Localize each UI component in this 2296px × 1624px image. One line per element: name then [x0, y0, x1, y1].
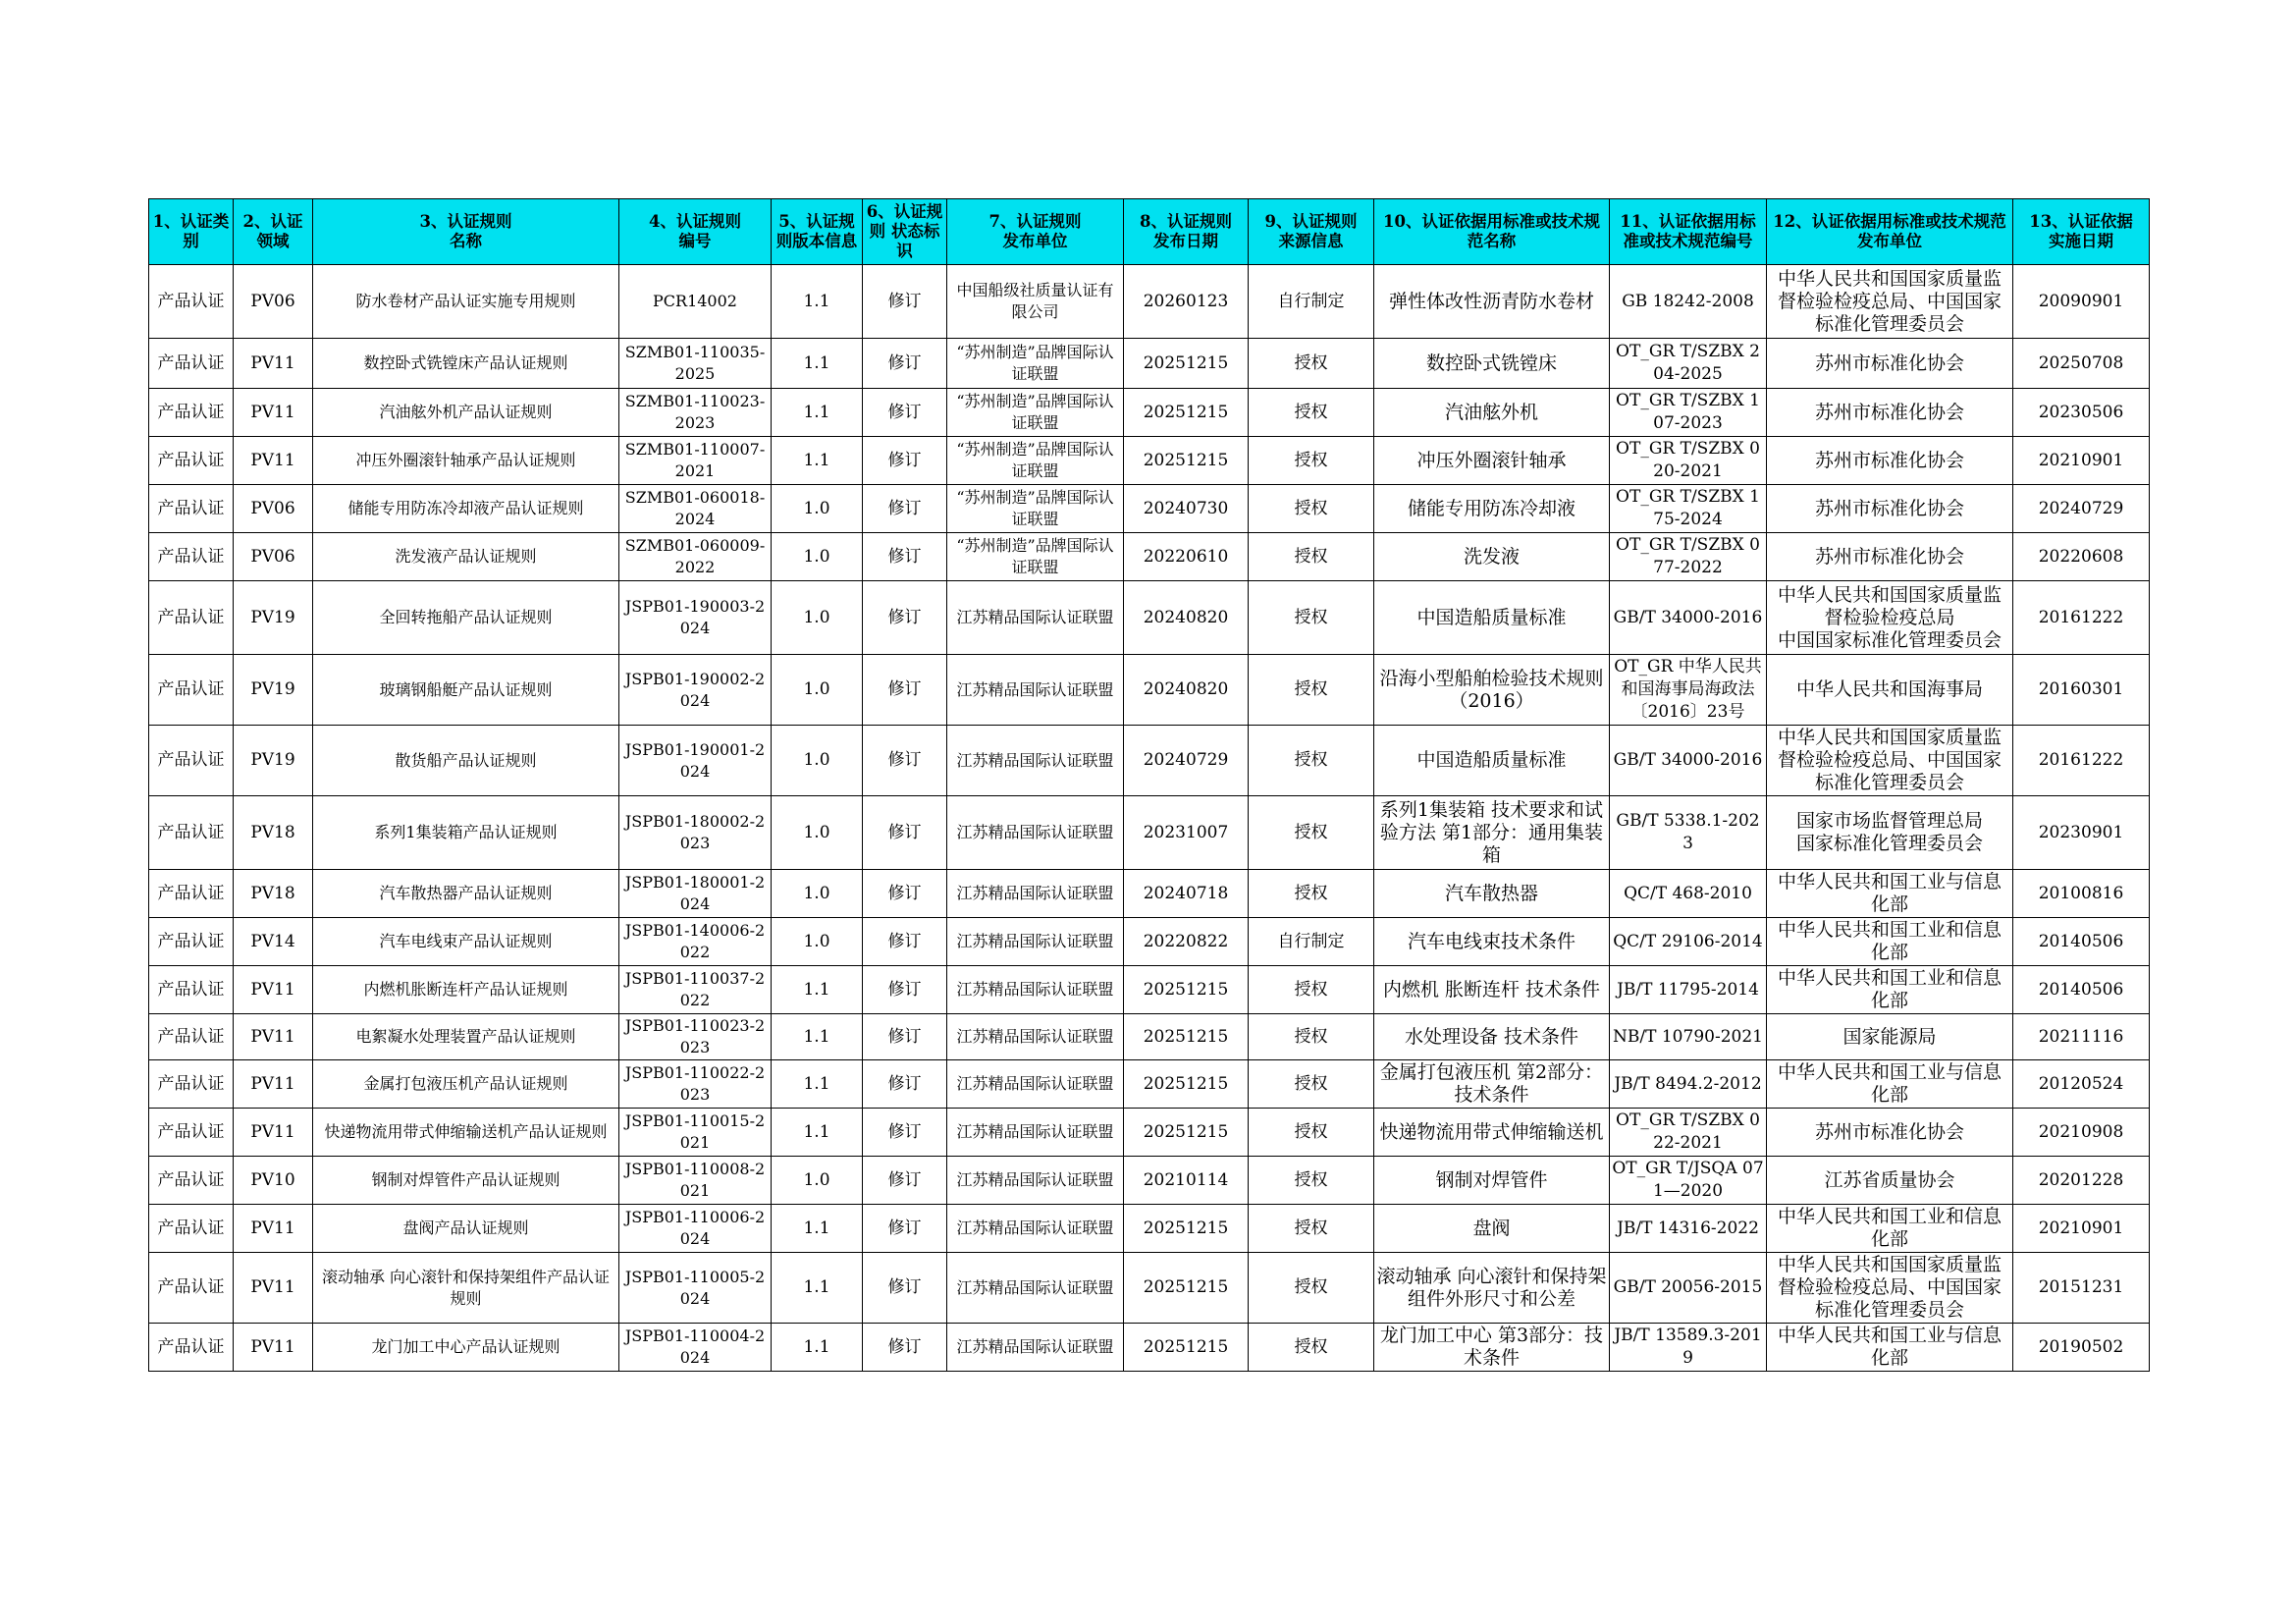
table-row	[149, 1205, 2150, 1253]
cell-standard-name: 汽车散热器	[1374, 870, 1610, 918]
cell-cert-field: PV11	[234, 1109, 313, 1157]
cell-rule-version: 1.1	[772, 437, 863, 485]
col-header-implementation-date: 13、认证依据 实施日期	[2013, 199, 2150, 265]
cell-standard-publisher: 中华人民共和国工业和信息化部	[1767, 966, 2013, 1014]
cell-rule-release-date: 20251215	[1124, 437, 1249, 485]
cell-implementation-date: 20151231	[2013, 1253, 2150, 1324]
col-header-standard-number: 11、认证依据用标准或技术规范编号	[1610, 199, 1767, 265]
cell-rule-publisher: 江苏精品国际认证联盟	[947, 918, 1124, 966]
cell-rule-publisher: “苏州制造”品牌国际认证联盟	[947, 437, 1124, 485]
cell-rule-status: 修订	[863, 389, 947, 437]
cell-rule-version: 1.0	[772, 655, 863, 726]
cell-cert-category: 产品认证	[149, 1253, 234, 1324]
cell-rule-name: 龙门加工中心产品认证规则	[313, 1324, 619, 1372]
cell-rule-status: 修订	[863, 265, 947, 339]
cell-cert-field: PV11	[234, 1253, 313, 1324]
cell-rule-release-date: 20240730	[1124, 485, 1249, 533]
cell-rule-number: JSPB01-110008-2021	[619, 1157, 772, 1205]
cell-rule-name: 玻璃钢船艇产品认证规则	[313, 655, 619, 726]
cell-standard-number: OT_GR T/SZBX 022-2021	[1610, 1109, 1767, 1157]
cell-rule-version: 1.1	[772, 1324, 863, 1372]
cell-standard-publisher: 中华人民共和国国家质量监督检验检疫总局 中国国家标准化管理委员会	[1767, 581, 2013, 655]
cell-standard-number: OT_GR T/SZBX 204-2025	[1610, 339, 1767, 389]
cell-cert-field: PV11	[234, 1014, 313, 1060]
cell-rule-version: 1.0	[772, 870, 863, 918]
cell-standard-name: 中国造船质量标准	[1374, 726, 1610, 796]
table-row	[149, 1324, 2150, 1372]
cell-standard-publisher: 中华人民共和国工业和信息化部	[1767, 918, 2013, 966]
cell-standard-number: GB 18242-2008	[1610, 265, 1767, 339]
cell-rule-version: 1.1	[772, 265, 863, 339]
cell-rule-status: 修订	[863, 485, 947, 533]
cell-standard-number: GB/T 5338.1-2023	[1610, 796, 1767, 870]
cell-rule-status: 修订	[863, 918, 947, 966]
cell-rule-number: SZMB01-110023-2023	[619, 389, 772, 437]
cell-rule-source: 授权	[1249, 796, 1374, 870]
col-header-cert-category: 1、认证类别	[149, 199, 234, 265]
cell-rule-release-date: 20251215	[1124, 1060, 1249, 1109]
cell-rule-version: 1.0	[772, 533, 863, 581]
table-row	[149, 533, 2150, 581]
cell-standard-number: OT_GR 中华人民共和国海事局海政法〔2016〕23号	[1610, 655, 1767, 726]
cell-cert-category: 产品认证	[149, 265, 234, 339]
cell-standard-name: 金属打包液压机 第2部分：技术条件	[1374, 1060, 1610, 1109]
cell-rule-source: 授权	[1249, 1157, 1374, 1205]
cell-rule-name: 冲压外圈滚针轴承产品认证规则	[313, 437, 619, 485]
cell-implementation-date: 20140506	[2013, 918, 2150, 966]
cell-rule-version: 1.0	[772, 726, 863, 796]
cell-standard-publisher: 苏州市标准化协会	[1767, 485, 2013, 533]
cell-rule-source: 授权	[1249, 1253, 1374, 1324]
cell-rule-version: 1.0	[772, 581, 863, 655]
cell-rule-status: 修订	[863, 533, 947, 581]
cell-rule-name: 金属打包液压机产品认证规则	[313, 1060, 619, 1109]
cell-rule-source: 授权	[1249, 1324, 1374, 1372]
cell-rule-publisher: 江苏精品国际认证联盟	[947, 726, 1124, 796]
cell-rule-name: 防水卷材产品认证实施专用规则	[313, 265, 619, 339]
cell-rule-publisher: “苏州制造”品牌国际认证联盟	[947, 485, 1124, 533]
cell-rule-name: 储能专用防冻冷却液产品认证规则	[313, 485, 619, 533]
cell-rule-publisher: 江苏精品国际认证联盟	[947, 1324, 1124, 1372]
cell-rule-version: 1.1	[772, 1253, 863, 1324]
cell-standard-number: OT_GR T/SZBX 020-2021	[1610, 437, 1767, 485]
cell-rule-number: JSPB01-190001-2024	[619, 726, 772, 796]
cell-rule-status: 修订	[863, 1253, 947, 1324]
cell-standard-publisher: 苏州市标准化协会	[1767, 1109, 2013, 1157]
col-header-rule-source: 9、认证规则 来源信息	[1249, 199, 1374, 265]
cell-rule-version: 1.1	[772, 1205, 863, 1253]
table-header	[149, 199, 2150, 265]
cell-cert-category: 产品认证	[149, 485, 234, 533]
cell-rule-source: 授权	[1249, 485, 1374, 533]
cell-rule-number: JSPB01-140006-2022	[619, 918, 772, 966]
table-row	[149, 265, 2150, 339]
cell-standard-publisher: 苏州市标准化协会	[1767, 389, 2013, 437]
cell-standard-number: OT_GR T/SZBX 107-2023	[1610, 389, 1767, 437]
cell-rule-source: 授权	[1249, 581, 1374, 655]
cell-rule-version: 1.1	[772, 1109, 863, 1157]
cell-rule-name: 汽油舷外机产品认证规则	[313, 389, 619, 437]
cell-rule-status: 修订	[863, 581, 947, 655]
cell-standard-publisher: 中华人民共和国国家质量监督检验检疫总局、中国国家标准化管理委员会	[1767, 1253, 2013, 1324]
table-row	[149, 1060, 2150, 1109]
cell-standard-number: NB/T 10790-2021	[1610, 1014, 1767, 1060]
cell-standard-publisher: 苏州市标准化协会	[1767, 339, 2013, 389]
cell-rule-source: 自行制定	[1249, 918, 1374, 966]
cell-implementation-date: 20211116	[2013, 1014, 2150, 1060]
cell-cert-field: PV11	[234, 339, 313, 389]
cell-standard-name: 快递物流用带式伸缩输送机	[1374, 1109, 1610, 1157]
cell-rule-status: 修订	[863, 1109, 947, 1157]
cell-rule-name: 快递物流用带式伸缩输送机产品认证规则	[313, 1109, 619, 1157]
cell-cert-field: PV11	[234, 1205, 313, 1253]
cell-standard-publisher: 中华人民共和国国家质量监督检验检疫总局、中国国家标准化管理委员会	[1767, 265, 2013, 339]
cell-rule-number: SZMB01-110035-2025	[619, 339, 772, 389]
cell-rule-source: 授权	[1249, 1014, 1374, 1060]
cell-cert-field: PV06	[234, 485, 313, 533]
cell-rule-status: 修订	[863, 1060, 947, 1109]
table-row	[149, 726, 2150, 796]
cell-rule-name: 电絮凝水处理装置产品认证规则	[313, 1014, 619, 1060]
cell-cert-field: PV10	[234, 1157, 313, 1205]
cell-rule-release-date: 20251215	[1124, 339, 1249, 389]
cell-cert-category: 产品认证	[149, 796, 234, 870]
table-row	[149, 918, 2150, 966]
cell-rule-release-date: 20240718	[1124, 870, 1249, 918]
certification-rules-table	[148, 198, 2150, 1372]
cell-rule-release-date: 20260123	[1124, 265, 1249, 339]
cell-rule-release-date: 20251215	[1124, 1014, 1249, 1060]
cell-standard-publisher: 苏州市标准化协会	[1767, 437, 2013, 485]
cell-implementation-date: 20140506	[2013, 966, 2150, 1014]
table-row	[149, 389, 2150, 437]
cell-rule-status: 修订	[863, 1014, 947, 1060]
cell-implementation-date: 20090901	[2013, 265, 2150, 339]
cell-rule-number: SZMB01-060009-2022	[619, 533, 772, 581]
cell-standard-name: 系列1集装箱 技术要求和试验方法 第1部分：通用集装箱	[1374, 796, 1610, 870]
cell-standard-name: 滚动轴承 向心滚针和保持架组件外形尺寸和公差	[1374, 1253, 1610, 1324]
cell-cert-field: PV11	[234, 966, 313, 1014]
cell-standard-name: 沿海小型船舶检验技术规则（2016）	[1374, 655, 1610, 726]
cell-standard-name: 龙门加工中心 第3部分：技术条件	[1374, 1324, 1610, 1372]
cell-cert-category: 产品认证	[149, 966, 234, 1014]
cell-rule-version: 1.1	[772, 966, 863, 1014]
cell-rule-number: JSPB01-180002-2023	[619, 796, 772, 870]
cell-rule-number: JSPB01-180001-2024	[619, 870, 772, 918]
col-header-standard-publisher: 12、认证依据用标准或技术规范发布单位	[1767, 199, 2013, 265]
col-header-rule-name: 3、认证规则 名称	[313, 199, 619, 265]
cell-rule-status: 修订	[863, 1157, 947, 1205]
cell-cert-field: PV18	[234, 796, 313, 870]
cell-rule-publisher: 江苏精品国际认证联盟	[947, 1014, 1124, 1060]
cell-rule-release-date: 20220610	[1124, 533, 1249, 581]
cell-implementation-date: 20210901	[2013, 1205, 2150, 1253]
cell-rule-release-date: 20240820	[1124, 655, 1249, 726]
cell-standard-name: 洗发液	[1374, 533, 1610, 581]
cell-standard-publisher: 国家市场监督管理总局 国家标准化管理委员会	[1767, 796, 2013, 870]
cell-standard-name: 汽油舷外机	[1374, 389, 1610, 437]
cell-rule-source: 授权	[1249, 726, 1374, 796]
cell-standard-number: OT_GR T/SZBX 077-2022	[1610, 533, 1767, 581]
cell-rule-version: 1.0	[772, 1157, 863, 1205]
table-row	[149, 796, 2150, 870]
cell-rule-publisher: 江苏精品国际认证联盟	[947, 796, 1124, 870]
cell-rule-source: 授权	[1249, 966, 1374, 1014]
cell-rule-publisher: 江苏精品国际认证联盟	[947, 966, 1124, 1014]
cell-rule-status: 修订	[863, 437, 947, 485]
cell-rule-release-date: 20240729	[1124, 726, 1249, 796]
cell-rule-name: 汽车散热器产品认证规则	[313, 870, 619, 918]
cell-standard-publisher: 苏州市标准化协会	[1767, 533, 2013, 581]
cell-cert-field: PV18	[234, 870, 313, 918]
cell-rule-release-date: 20251215	[1124, 966, 1249, 1014]
table-row	[149, 485, 2150, 533]
table-row	[149, 655, 2150, 726]
cell-rule-number: JSPB01-110037-2022	[619, 966, 772, 1014]
cell-standard-name: 水处理设备 技术条件	[1374, 1014, 1610, 1060]
cell-standard-publisher: 中华人民共和国工业与信息化部	[1767, 1060, 2013, 1109]
cell-rule-name: 盘阀产品认证规则	[313, 1205, 619, 1253]
cell-rule-source: 授权	[1249, 870, 1374, 918]
cell-rule-publisher: “苏州制造”品牌国际认证联盟	[947, 339, 1124, 389]
table-row	[149, 1014, 2150, 1060]
cell-cert-field: PV11	[234, 389, 313, 437]
cell-standard-name: 弹性体改性沥青防水卷材	[1374, 265, 1610, 339]
cell-rule-source: 授权	[1249, 1060, 1374, 1109]
cell-rule-number: JSPB01-110023-2023	[619, 1014, 772, 1060]
cell-rule-publisher: “苏州制造”品牌国际认证联盟	[947, 389, 1124, 437]
cell-rule-release-date: 20251215	[1124, 1253, 1249, 1324]
cell-rule-status: 修订	[863, 726, 947, 796]
cell-standard-number: JB/T 13589.3-2019	[1610, 1324, 1767, 1372]
cell-rule-number: JSPB01-110005-2024	[619, 1253, 772, 1324]
cell-rule-release-date: 20251215	[1124, 1324, 1249, 1372]
cell-standard-publisher: 中华人民共和国工业与信息化部	[1767, 1324, 2013, 1372]
cell-standard-number: QC/T 29106-2014	[1610, 918, 1767, 966]
cell-rule-publisher: 江苏精品国际认证联盟	[947, 1109, 1124, 1157]
col-header-rule-publisher: 7、认证规则 发布单位	[947, 199, 1124, 265]
cell-rule-release-date: 20231007	[1124, 796, 1249, 870]
cell-rule-release-date: 20220822	[1124, 918, 1249, 966]
table-row	[149, 581, 2150, 655]
cell-rule-release-date: 20251215	[1124, 1205, 1249, 1253]
cell-rule-source: 授权	[1249, 389, 1374, 437]
cell-standard-publisher: 中华人民共和国工业与信息化部	[1767, 870, 2013, 918]
cell-standard-number: GB/T 20056-2015	[1610, 1253, 1767, 1324]
cell-cert-category: 产品认证	[149, 581, 234, 655]
cell-implementation-date: 20120524	[2013, 1060, 2150, 1109]
cell-rule-release-date: 20251215	[1124, 389, 1249, 437]
cell-cert-category: 产品认证	[149, 1060, 234, 1109]
cell-rule-version: 1.1	[772, 1014, 863, 1060]
cell-rule-number: SZMB01-110007-2021	[619, 437, 772, 485]
cell-rule-source: 授权	[1249, 437, 1374, 485]
cell-rule-version: 1.1	[772, 389, 863, 437]
cell-cert-field: PV19	[234, 581, 313, 655]
cell-cert-category: 产品认证	[149, 1324, 234, 1372]
cell-rule-publisher: 江苏精品国际认证联盟	[947, 1157, 1124, 1205]
cell-rule-version: 1.0	[772, 796, 863, 870]
cell-rule-version: 1.0	[772, 918, 863, 966]
cell-rule-publisher: 江苏精品国际认证联盟	[947, 655, 1124, 726]
cell-cert-field: PV19	[234, 655, 313, 726]
cell-cert-category: 产品认证	[149, 726, 234, 796]
cell-implementation-date: 20230901	[2013, 796, 2150, 870]
cell-implementation-date: 20240729	[2013, 485, 2150, 533]
header-row	[149, 199, 2150, 265]
col-header-cert-field: 2、认证领域	[234, 199, 313, 265]
cell-standard-name: 盘阀	[1374, 1205, 1610, 1253]
cell-implementation-date: 20100816	[2013, 870, 2150, 918]
cell-rule-status: 修订	[863, 870, 947, 918]
cell-cert-category: 产品认证	[149, 1109, 234, 1157]
cell-cert-category: 产品认证	[149, 1205, 234, 1253]
cell-rule-publisher: 江苏精品国际认证联盟	[947, 581, 1124, 655]
cell-rule-status: 修订	[863, 966, 947, 1014]
cell-implementation-date: 20250708	[2013, 339, 2150, 389]
col-header-rule-status: 6、认证规则 状态标识	[863, 199, 947, 265]
cell-implementation-date: 20161222	[2013, 581, 2150, 655]
cell-rule-number: JSPB01-110006-2024	[619, 1205, 772, 1253]
cell-rule-source: 授权	[1249, 339, 1374, 389]
col-header-rule-number: 4、认证规则 编号	[619, 199, 772, 265]
cell-cert-field: PV06	[234, 265, 313, 339]
cell-cert-category: 产品认证	[149, 339, 234, 389]
cell-rule-name: 数控卧式铣镗床产品认证规则	[313, 339, 619, 389]
cell-rule-source: 授权	[1249, 655, 1374, 726]
cell-standard-number: JB/T 11795-2014	[1610, 966, 1767, 1014]
table-row	[149, 339, 2150, 389]
col-header-rule-version: 5、认证规则版本信息	[772, 199, 863, 265]
cell-rule-status: 修订	[863, 655, 947, 726]
cell-rule-publisher: 江苏精品国际认证联盟	[947, 1060, 1124, 1109]
cell-standard-name: 内燃机 胀断连杆 技术条件	[1374, 966, 1610, 1014]
cell-cert-field: PV14	[234, 918, 313, 966]
table-row	[149, 1109, 2150, 1157]
cell-implementation-date: 20230506	[2013, 389, 2150, 437]
cell-rule-name: 滚动轴承 向心滚针和保持架组件产品认证规则	[313, 1253, 619, 1324]
cell-rule-number: SZMB01-060018-2024	[619, 485, 772, 533]
cell-rule-release-date: 20210114	[1124, 1157, 1249, 1205]
cell-cert-category: 产品认证	[149, 437, 234, 485]
cell-rule-status: 修订	[863, 1205, 947, 1253]
cell-cert-field: PV11	[234, 437, 313, 485]
cell-rule-number: JSPB01-110015-2021	[619, 1109, 772, 1157]
cell-standard-number: OT_GR T/JSQA 071—2020	[1610, 1157, 1767, 1205]
cell-rule-release-date: 20240820	[1124, 581, 1249, 655]
cell-cert-category: 产品认证	[149, 533, 234, 581]
table-row	[149, 870, 2150, 918]
col-header-standard-name: 10、认证依据用标准或技术规范名称	[1374, 199, 1610, 265]
col-header-rule-release-date: 8、认证规则 发布日期	[1124, 199, 1249, 265]
cell-rule-version: 1.0	[772, 485, 863, 533]
cell-standard-number: JB/T 8494.2-2012	[1610, 1060, 1767, 1109]
table-row	[149, 437, 2150, 485]
table-row	[149, 1157, 2150, 1205]
cell-rule-publisher: 江苏精品国际认证联盟	[947, 1253, 1124, 1324]
table-row	[149, 1253, 2150, 1324]
cell-cert-category: 产品认证	[149, 870, 234, 918]
cell-rule-release-date: 20251215	[1124, 1109, 1249, 1157]
table-row	[149, 966, 2150, 1014]
cell-standard-name: 储能专用防冻冷却液	[1374, 485, 1610, 533]
cell-rule-status: 修订	[863, 796, 947, 870]
cell-rule-number: JSPB01-110022-2023	[619, 1060, 772, 1109]
cell-standard-name: 钢制对焊管件	[1374, 1157, 1610, 1205]
cell-standard-name: 汽车电线束技术条件	[1374, 918, 1610, 966]
table-body	[149, 265, 2150, 1372]
cell-cert-category: 产品认证	[149, 1157, 234, 1205]
cell-rule-name: 洗发液产品认证规则	[313, 533, 619, 581]
cell-cert-field: PV06	[234, 533, 313, 581]
cell-cert-category: 产品认证	[149, 1014, 234, 1060]
cell-standard-publisher: 中华人民共和国工业和信息化部	[1767, 1205, 2013, 1253]
cell-standard-number: OT_GR T/SZBX 175-2024	[1610, 485, 1767, 533]
cell-implementation-date: 20220608	[2013, 533, 2150, 581]
cell-rule-status: 修订	[863, 339, 947, 389]
cell-rule-version: 1.1	[772, 339, 863, 389]
cell-implementation-date: 20190502	[2013, 1324, 2150, 1372]
cell-rule-number: JSPB01-190002-2024	[619, 655, 772, 726]
cell-cert-category: 产品认证	[149, 389, 234, 437]
cell-implementation-date: 20161222	[2013, 726, 2150, 796]
cell-standard-publisher: 中华人民共和国海事局	[1767, 655, 2013, 726]
cell-rule-name: 钢制对焊管件产品认证规则	[313, 1157, 619, 1205]
cell-rule-name: 全回转拖船产品认证规则	[313, 581, 619, 655]
cell-rule-status: 修订	[863, 1324, 947, 1372]
cell-standard-name: 冲压外圈滚针轴承	[1374, 437, 1610, 485]
cell-rule-publisher: 江苏精品国际认证联盟	[947, 870, 1124, 918]
cell-rule-number: JSPB01-190003-2024	[619, 581, 772, 655]
cell-standard-name: 中国造船质量标准	[1374, 581, 1610, 655]
cell-rule-name: 散货船产品认证规则	[313, 726, 619, 796]
cell-standard-publisher: 江苏省质量协会	[1767, 1157, 2013, 1205]
cell-standard-number: GB/T 34000-2016	[1610, 581, 1767, 655]
cell-standard-publisher: 中华人民共和国国家质量监督检验检疫总局、中国国家标准化管理委员会	[1767, 726, 2013, 796]
cell-implementation-date: 20160301	[2013, 655, 2150, 726]
cell-standard-number: GB/T 34000-2016	[1610, 726, 1767, 796]
cell-implementation-date: 20201228	[2013, 1157, 2150, 1205]
cell-standard-number: QC/T 468-2010	[1610, 870, 1767, 918]
cell-cert-field: PV11	[234, 1324, 313, 1372]
cell-implementation-date: 20210901	[2013, 437, 2150, 485]
cell-rule-name: 汽车电线束产品认证规则	[313, 918, 619, 966]
cell-rule-source: 自行制定	[1249, 265, 1374, 339]
cell-rule-number: PCR14002	[619, 265, 772, 339]
cell-rule-publisher: 中国船级社质量认证有限公司	[947, 265, 1124, 339]
cell-rule-publisher: 江苏精品国际认证联盟	[947, 1205, 1124, 1253]
cell-rule-source: 授权	[1249, 533, 1374, 581]
cell-rule-source: 授权	[1249, 1109, 1374, 1157]
cell-rule-publisher: “苏州制造”品牌国际认证联盟	[947, 533, 1124, 581]
cell-rule-version: 1.1	[772, 1060, 863, 1109]
cell-cert-category: 产品认证	[149, 655, 234, 726]
cell-cert-field: PV11	[234, 1060, 313, 1109]
cell-rule-number: JSPB01-110004-2024	[619, 1324, 772, 1372]
cell-standard-publisher: 国家能源局	[1767, 1014, 2013, 1060]
cell-cert-field: PV19	[234, 726, 313, 796]
cell-rule-source: 授权	[1249, 1205, 1374, 1253]
cell-rule-name: 内燃机胀断连杆产品认证规则	[313, 966, 619, 1014]
cell-cert-category: 产品认证	[149, 918, 234, 966]
cell-rule-name: 系列1集装箱产品认证规则	[313, 796, 619, 870]
cell-standard-number: JB/T 14316-2022	[1610, 1205, 1767, 1253]
cell-implementation-date: 20210908	[2013, 1109, 2150, 1157]
cell-standard-name: 数控卧式铣镗床	[1374, 339, 1610, 389]
